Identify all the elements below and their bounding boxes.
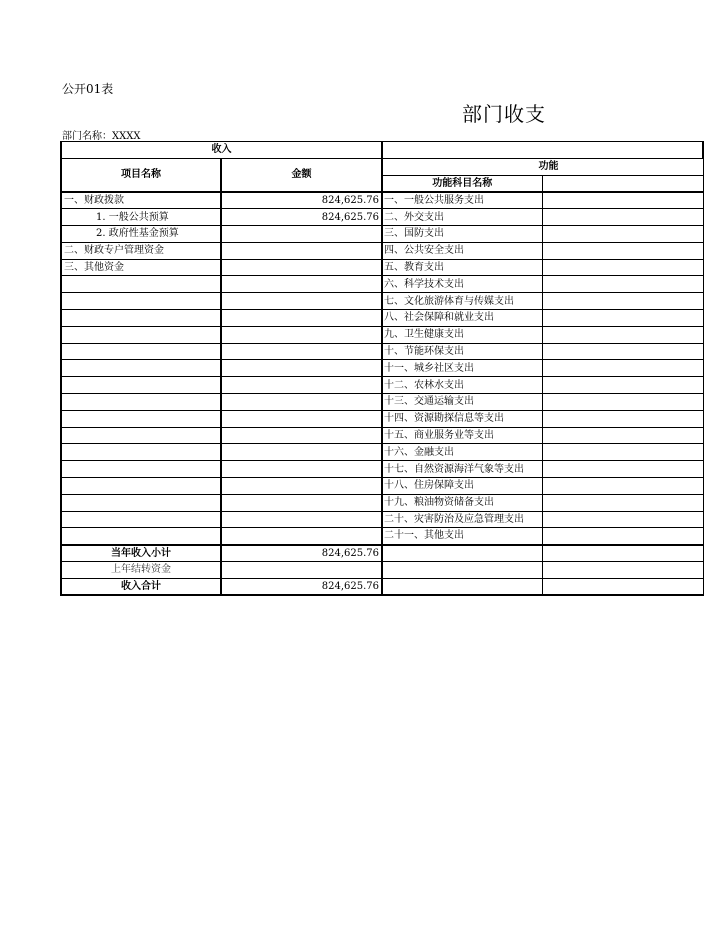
expense-item-name: 二十、灾害防治及应急管理支出	[382, 511, 542, 528]
table-row	[61, 494, 703, 511]
income-item-name: 1. 一般公共预算	[61, 209, 221, 226]
form-code: 公开01表	[62, 82, 114, 96]
total-row	[61, 578, 703, 595]
table-row	[61, 477, 703, 494]
total-row-expense-name	[382, 578, 542, 595]
expense-col-amount-header	[542, 175, 703, 192]
income-item-name	[61, 427, 221, 444]
page-title: 部门收支	[462, 102, 546, 126]
expense-item-name: 十、节能环保支出	[382, 343, 542, 360]
expense-item-name: 十四、资源勘探信息等支出	[382, 410, 542, 427]
expense-header-top	[382, 142, 703, 159]
income-item-amount	[221, 343, 382, 360]
income-item-amount: 824,625.76	[221, 192, 382, 209]
income-item-amount	[221, 309, 382, 326]
expense-item-name: 十五、商业服务业等支出	[382, 427, 542, 444]
expense-col-name-header: 功能科目名称	[382, 175, 542, 192]
income-item-amount	[221, 225, 382, 242]
expense-item-name: 五、教育支出	[382, 259, 542, 276]
income-item-name	[61, 494, 221, 511]
carryover-row-label: 上年结转资金	[61, 561, 221, 578]
income-item-amount	[221, 242, 382, 259]
subtotal-row-expense-amount	[542, 545, 703, 562]
expense-item-name: 十二、农林水支出	[382, 377, 542, 394]
income-item-name: 一、财政拨款	[61, 192, 221, 209]
income-item-name	[61, 444, 221, 461]
expense-col-group-header	[382, 158, 703, 175]
expense-item-name: 十九、粮油物资储备支出	[382, 494, 542, 511]
income-item-name	[61, 410, 221, 427]
income-item-name	[61, 511, 221, 528]
income-col-name-header: 项目名称	[61, 158, 221, 192]
budget-table-viewport	[60, 141, 559, 598]
table-row	[61, 393, 703, 410]
expense-item-amount	[542, 477, 703, 494]
carryover-row-amount	[221, 561, 382, 578]
income-item-name: 2. 政府性基金预算	[61, 225, 221, 242]
income-item-amount	[221, 393, 382, 410]
expense-item-amount	[542, 276, 703, 293]
expense-item-name: 七、文化旅游体育与传媒支出	[382, 293, 542, 310]
income-item-name	[61, 360, 221, 377]
income-item-name	[61, 276, 221, 293]
subtotal-row-amount: 824,625.76	[221, 545, 382, 562]
expense-item-name: 八、社会保障和就业支出	[382, 309, 542, 326]
expense-item-name: 四、公共安全支出	[382, 242, 542, 259]
income-item-amount	[221, 494, 382, 511]
expense-item-amount	[542, 192, 703, 209]
income-item-amount	[221, 259, 382, 276]
expense-item-amount	[542, 259, 703, 276]
expense-item-amount	[542, 343, 703, 360]
expense-item-name: 九、卫生健康支出	[382, 326, 542, 343]
carryover-row-expense-name	[382, 561, 542, 578]
income-item-name: 三、其他资金	[61, 259, 221, 276]
expense-item-amount	[542, 293, 703, 310]
carryover-row-expense-amount	[542, 561, 703, 578]
income-item-name	[61, 309, 221, 326]
expense-item-amount	[542, 494, 703, 511]
income-item-name: 二、财政专户管理资金	[61, 242, 221, 259]
income-col-amount-header: 金额	[221, 158, 382, 192]
expense-item-amount	[542, 410, 703, 427]
expense-item-amount	[542, 377, 703, 394]
expense-item-name: 十一、城乡社区支出	[382, 360, 542, 377]
expense-item-name: 十三、交通运输支出	[382, 393, 542, 410]
income-item-amount	[221, 427, 382, 444]
table-row	[61, 225, 703, 242]
carryover-row	[61, 561, 703, 578]
subtotal-row-expense-name	[382, 545, 542, 562]
expense-item-amount	[542, 528, 703, 545]
income-item-name	[61, 461, 221, 478]
expense-item-amount	[542, 309, 703, 326]
income-item-amount	[221, 326, 382, 343]
income-item-name	[61, 326, 221, 343]
table-row	[61, 360, 703, 377]
expense-item-name: 二、外交支出	[382, 209, 542, 226]
expense-item-name: 十八、住房保障支出	[382, 477, 542, 494]
table-row	[61, 192, 703, 209]
header-row-1	[61, 142, 703, 159]
expense-item-amount	[542, 225, 703, 242]
expense-header-partial: 功能	[538, 161, 559, 173]
expense-item-amount	[542, 242, 703, 259]
income-item-name	[61, 528, 221, 545]
income-item-amount	[221, 410, 382, 427]
table-row	[61, 259, 703, 276]
table-row	[61, 276, 703, 293]
expense-item-amount	[542, 427, 703, 444]
income-item-amount	[221, 528, 382, 545]
table-row	[61, 528, 703, 545]
budget-table	[60, 141, 704, 596]
income-item-amount	[221, 477, 382, 494]
income-item-name	[61, 293, 221, 310]
table-row	[61, 410, 703, 427]
total-row-expense-amount	[542, 578, 703, 595]
table-row	[61, 293, 703, 310]
income-item-amount: 824,625.76	[221, 209, 382, 226]
subtotal-row-label: 当年收入小计	[61, 545, 221, 562]
expense-item-amount	[542, 393, 703, 410]
table-row	[61, 242, 703, 259]
header-row-2	[61, 158, 703, 175]
expense-item-amount	[542, 360, 703, 377]
table-row	[61, 444, 703, 461]
income-item-name	[61, 477, 221, 494]
table-row	[61, 461, 703, 478]
table-row	[61, 377, 703, 394]
table-row	[61, 209, 703, 226]
income-item-amount	[221, 293, 382, 310]
table-row	[61, 343, 703, 360]
income-item-name	[61, 393, 221, 410]
total-row-amount: 824,625.76	[221, 578, 382, 595]
expense-item-amount	[542, 209, 703, 226]
expense-item-amount	[542, 326, 703, 343]
income-item-amount	[221, 377, 382, 394]
total-row-label: 收入合计	[61, 578, 221, 595]
table-row	[61, 427, 703, 444]
expense-item-name: 十六、金融支出	[382, 444, 542, 461]
expense-item-amount	[542, 461, 703, 478]
table-row	[61, 326, 703, 343]
table-row	[61, 309, 703, 326]
income-item-amount	[221, 461, 382, 478]
income-item-name	[61, 343, 221, 360]
expense-item-amount	[542, 444, 703, 461]
expense-item-amount	[542, 511, 703, 528]
expense-item-name: 十七、自然资源海洋气象等支出	[382, 461, 542, 478]
table-row	[61, 511, 703, 528]
subtotal-row	[61, 545, 703, 562]
expense-item-name: 六、科学技术支出	[382, 276, 542, 293]
income-header: 收入	[61, 142, 382, 159]
income-item-name	[61, 377, 221, 394]
expense-item-name: 一、一般公共服务支出	[382, 192, 542, 209]
income-item-amount	[221, 276, 382, 293]
department-label: 部门名称：XXXX	[62, 131, 141, 142]
income-item-amount	[221, 511, 382, 528]
income-item-amount	[221, 444, 382, 461]
income-item-amount	[221, 360, 382, 377]
expense-item-name: 二十一、其他支出	[382, 528, 542, 545]
expense-item-name: 三、国防支出	[382, 225, 542, 242]
